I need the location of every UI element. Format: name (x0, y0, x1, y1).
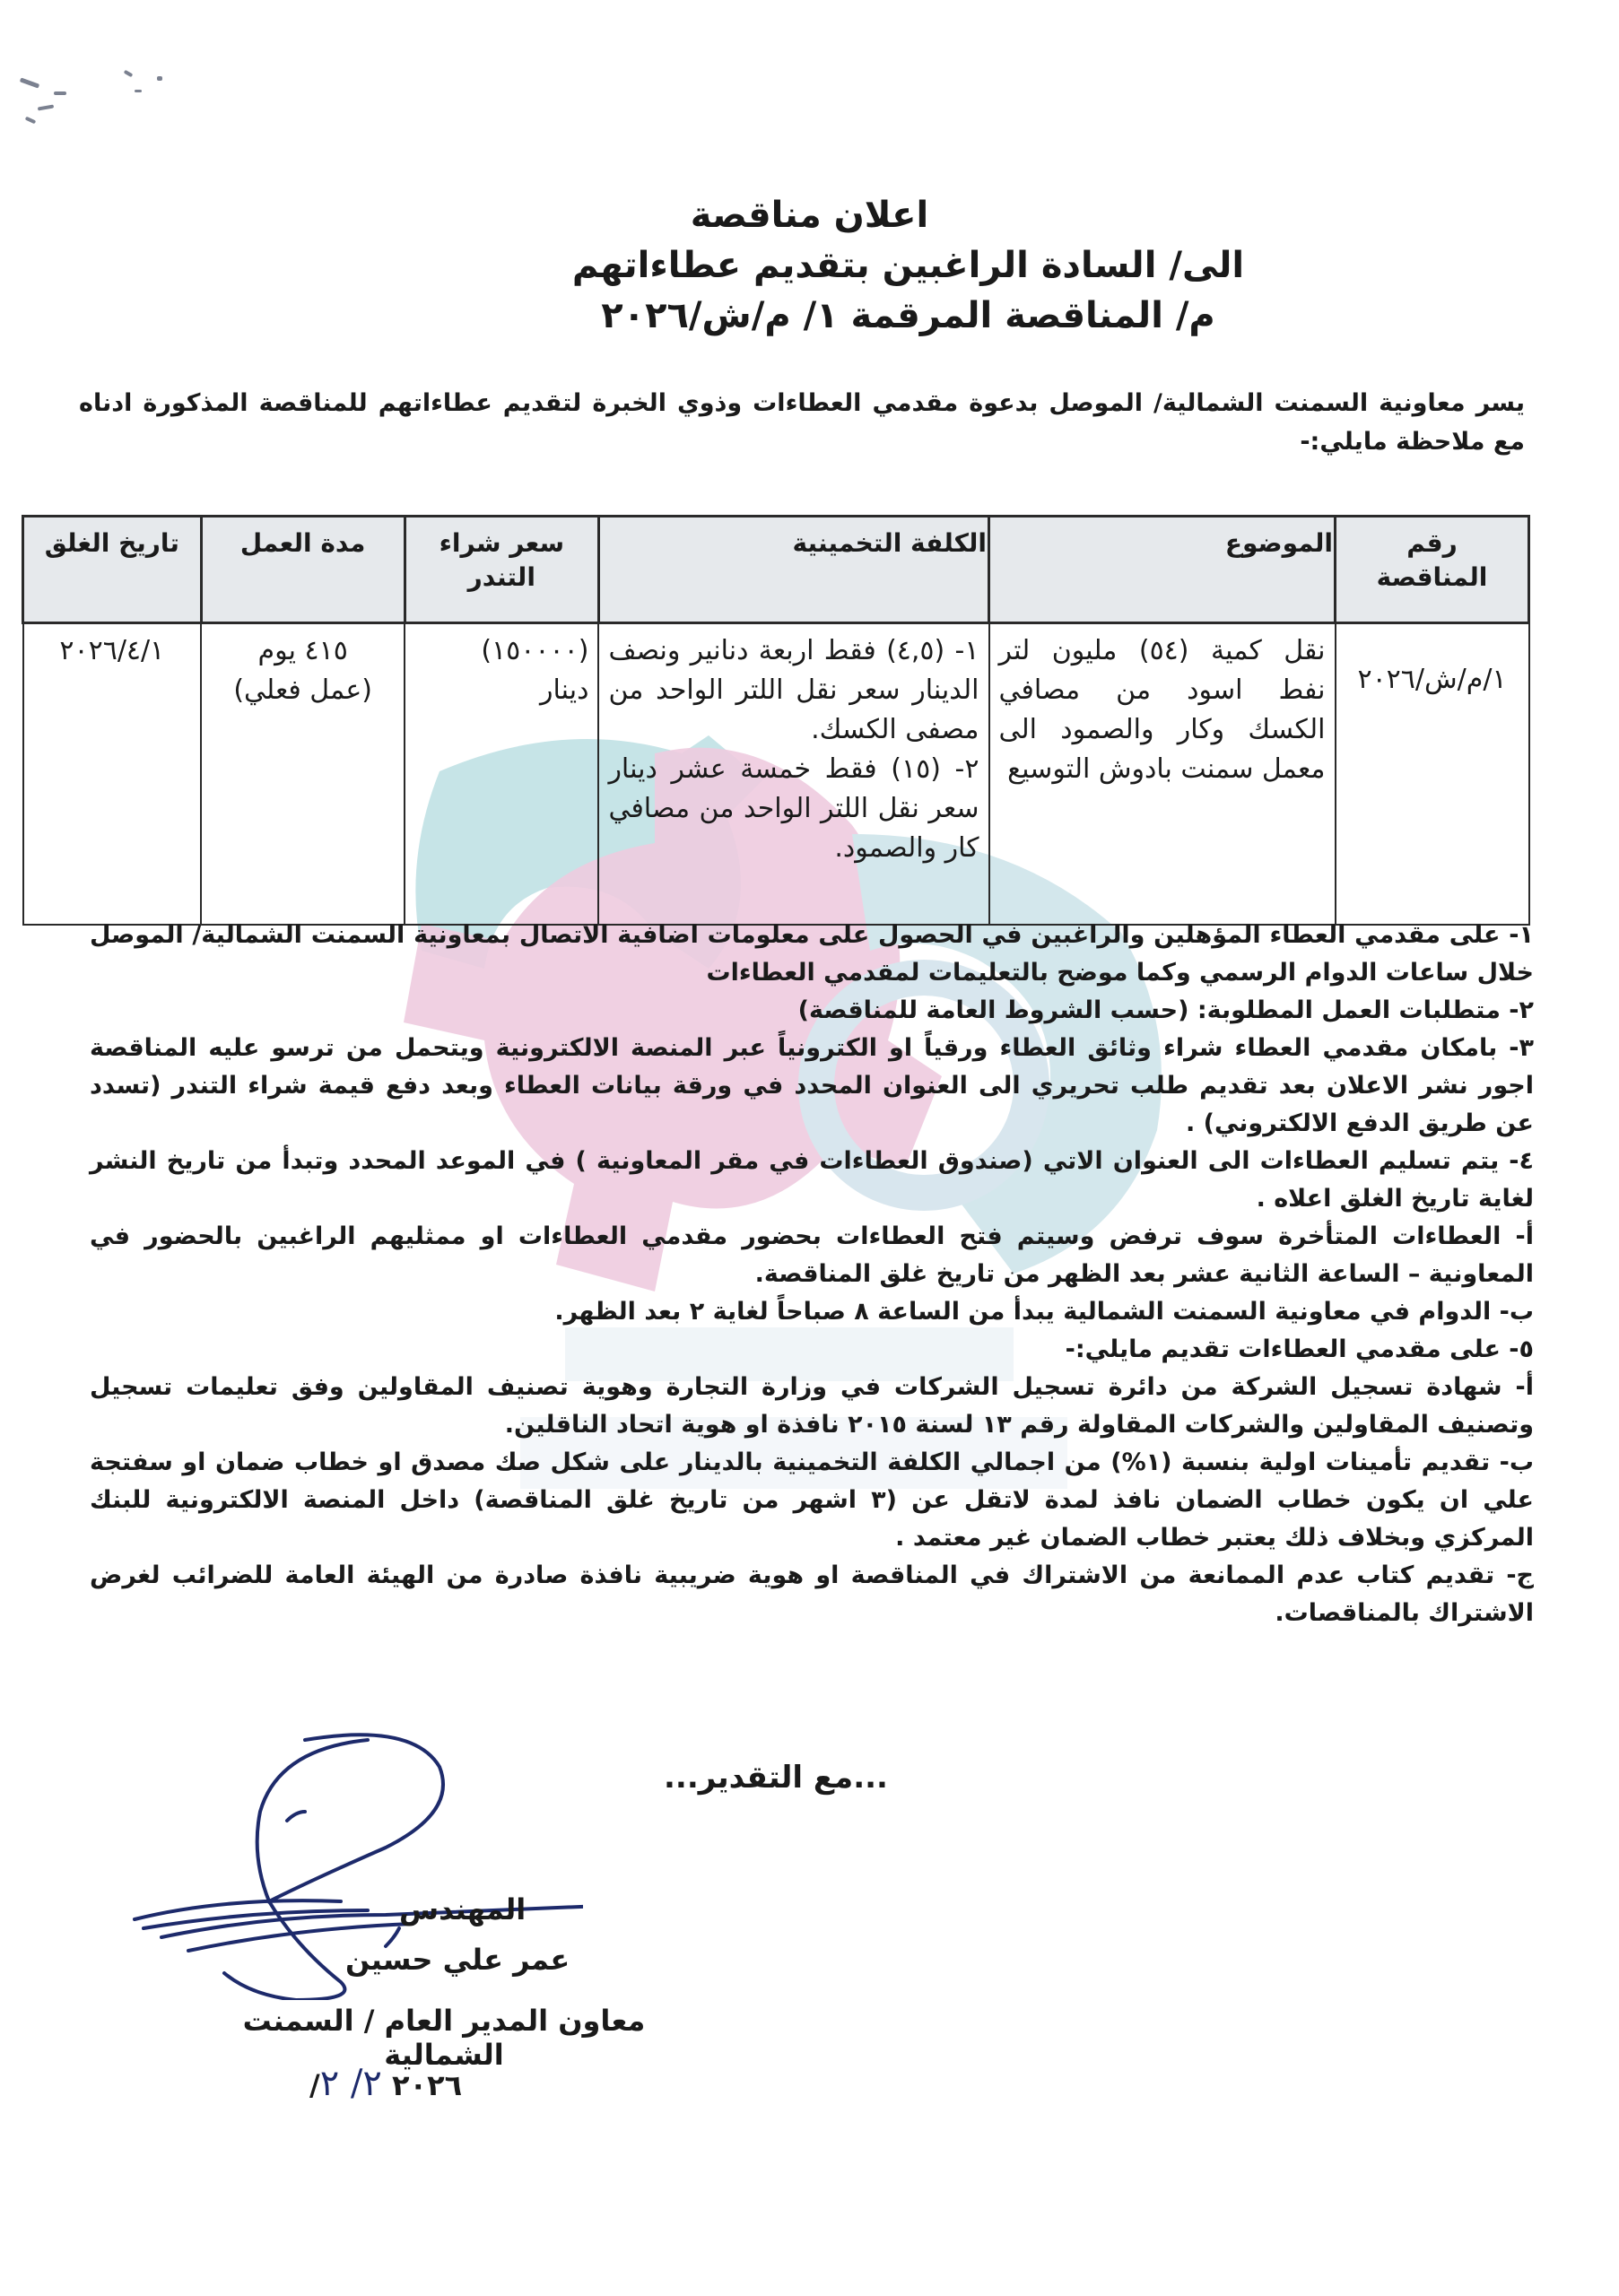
condition-paragraph: ٥- على مقدمي العطاءات تقديم مايلي:- (1065, 1335, 1534, 1363)
intro-paragraph: يسر معاونية السمنت الشمالية/ الموصل بدعوة مقدمي العطاءات وذوي الخبرة لتقديم عطاءاتهم للمناقصة المذكورة ادناه مع ملاحظة مايلي:- (79, 389, 1525, 456)
condition-paragraph: ج- تقديم كتاب عدم الممانعة من الاشتراك في المناقصة او هوية ضريبية نافذة صادرة من الهيئة العامة للضرائب لغرض الاشتراك بالمناقصات. (90, 1561, 1534, 1627)
condition-paragraph: أ- شهادة تسجيل الشركة من دائرة تسجيل الشركات في وزارة التجارة وهوية تصنيف المقاولين وفق تعليمات تسجيل وتصنيف المقاولين والشركات المقاولة رقم ١٣ لسنة ٢٠١٥ نافذة او هوية اتحاد الناقلين. (90, 1373, 1534, 1439)
condition-paragraph: ١- على مقدمي العطاء المؤهلين والراغبين في الحصول على معلومات اضافية الاتصال بمعاونية السمنت الشمالية/ الموصل خلال ساعات الدوام الرسمي وكما موضح بالتعليمات لمقدمي العطاءات (90, 921, 1534, 987)
header-tender-number (1336, 517, 1529, 623)
header-subject: الموضوع (989, 517, 1336, 623)
header-text: رقم (1406, 528, 1458, 558)
condition-paragraph: ٣- بامكان مقدمي العطاء شراء وثائق العطاء ورقياً او الكترونياً عبر المنصة الالكترونية ويتحمل من ترسو عليه المناقصة اجور نشر الاعلان بعد تقديم طلب تحريري الى العنوان المحدد في ورقة بيانات العطاء وبعد دفع قيمة شراء التندر (تسدد عن طريق الدفع الالكتروني) . (90, 1034, 1534, 1137)
table-header-row (23, 517, 1529, 623)
addressee-line: الى/ السادة الراغبين بتقديم عطاءاتهم (571, 245, 1245, 286)
table-row (23, 623, 1529, 926)
tender-table (22, 515, 1530, 926)
condition-paragraph: ٤- يتم تسليم العطاءات الى العنوان الاتي (صندوق العطاءات في مقر المعاونية ) في الموعد المحدد وتبدأ من تاريخ النشر لغاية تاريخ الغلق اعلاه . (90, 1147, 1534, 1213)
cell-subject: نقل كمية (٥٤) مليون لتر نفط اسود من مصافي الكسك وكار والصمود الى معمل سمنت بادوش التوسيع (989, 623, 1336, 926)
signature-date (309, 2063, 462, 2104)
header-text: سعر شراء (439, 528, 564, 558)
signatory-position: معاون المدير العام / السمنت الشمالية (242, 2004, 646, 2072)
condition-paragraph: ب- تقديم تأمينات اولية بنسبة (١%) من اجمالي الكلفة التخمينية بالدينار على شكل صك مصدق او خطاب ضمان او سفتجة علي ان يكون خطاب الضمان نافذ لمدة لاتقل عن (٣ اشهر من تاريخ غلق المناقصة) داخل المنصة الالكترونية للبنك المركزي وبخلاف ذلك يعتبر خطاب الضمان غير معتمد . (90, 1448, 1535, 1552)
date-handwritten: ٢/ ٢ (319, 2063, 382, 2104)
condition-paragraph: أ- العطاءات المتأخرة سوف ترفض وسيتم فتح العطاءات بحضور مقدمي العطاءات او ممثليهم الراغبين بالحضور في المعاونية – الساعة الثانية عشر بعد الظهر من تاريخ غلق المناقصة. (90, 1222, 1534, 1288)
announcement-title: اعلان مناقصة (690, 195, 929, 236)
header-closing-date: تاريخ الغلق (23, 517, 202, 623)
condition-paragraph: ب- الدوام في معاونية السمنت الشمالية يبدأ من الساعة ٨ صباحاً لغاية ٢ بعد الظهر. (554, 1298, 1534, 1326)
duration-note: (عمل فعلي) (233, 674, 372, 706)
cell-duration (201, 623, 405, 926)
price-amount: (١٥٠٠٠٠) (481, 635, 589, 666)
signatory-name: عمر علي حسين (345, 1943, 570, 1977)
cost-item-1: ١- (٤,٥) فقط اربعة دنانير ونصف الدينار سعر نقل اللتر الواحد من مصفى الكسك. (608, 635, 979, 745)
document-header (0, 190, 1619, 341)
duration-days: ٤١٥ يوم (257, 635, 348, 666)
header-text: التندر (467, 562, 535, 592)
cost-item-2: ٢- (١٥) فقط خمسة عشر دينار سعر نقل اللتر الواحد من مصافي كار والصمود. (608, 753, 979, 864)
cell-tender-number: ١/م/ش/٢٠٢٦ (1336, 623, 1529, 926)
cell-document-price (405, 623, 598, 926)
price-currency: دينار (540, 674, 589, 706)
cell-closing-date: ٢٠٢٦/٤/١ (23, 623, 202, 926)
scan-artifacts (9, 54, 170, 126)
signatory-title: المهندس (399, 1892, 527, 1926)
subject-line: م/ المناقصة المرقمة ١/ م/ش/٢٠٢٦ (601, 295, 1215, 336)
header-estimated-cost: الكلفة التخمينية (598, 517, 988, 623)
closing-salutation: ...مع التقدير... (664, 1760, 888, 1796)
condition-paragraph: ٢- متطلبات العمل المطلوبة: (حسب الشروط العامة للمناقصة) (797, 996, 1534, 1024)
header-duration: مدة العمل (201, 517, 405, 623)
header-text: المناقصة (1376, 562, 1488, 592)
date-printed: /٢٠٢٦ (309, 2068, 463, 2102)
conditions-list (90, 917, 1534, 1632)
cell-estimated-cost (598, 623, 988, 926)
header-document-price (405, 517, 598, 623)
